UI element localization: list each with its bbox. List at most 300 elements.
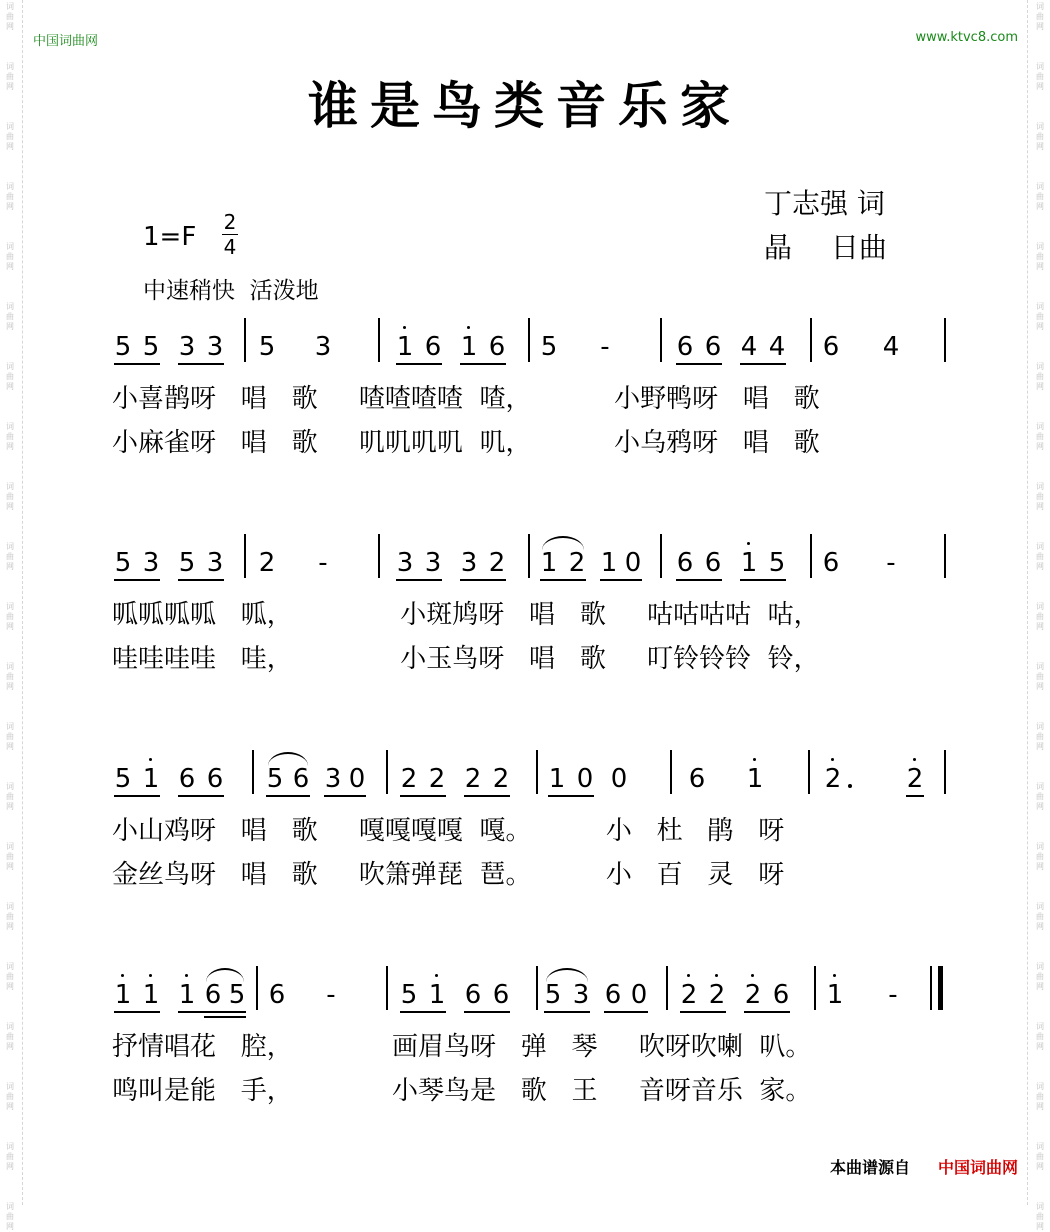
jianpu-note: 2 bbox=[428, 764, 446, 794]
beam-underline bbox=[396, 579, 442, 581]
jianpu-note: 0 bbox=[624, 548, 642, 578]
beam-underline bbox=[396, 363, 442, 365]
slur-arc bbox=[206, 968, 244, 982]
watermark-glyph: 网 bbox=[1036, 1222, 1044, 1231]
lyrics-verse-2: 鸣叫是能 手， 小琴鸟是 歌 王 音呀音乐 家。 bbox=[112, 1076, 812, 1106]
watermark-glyph: 词 bbox=[6, 302, 14, 311]
jianpu-note: 5 bbox=[768, 548, 786, 578]
watermark-glyph: 词 bbox=[1036, 362, 1044, 371]
bar-line bbox=[810, 534, 812, 578]
watermark-glyph: 曲 bbox=[1036, 732, 1044, 741]
watermark-glyph: 词 bbox=[1036, 1022, 1044, 1031]
watermark-glyph: 曲 bbox=[6, 372, 14, 381]
beam-underline bbox=[676, 363, 722, 365]
jianpu-note: 2 bbox=[464, 764, 482, 794]
watermark-glyph: 网 bbox=[6, 802, 14, 811]
time-signature bbox=[222, 212, 238, 257]
site-name-left[interactable]: 中国词曲网 bbox=[33, 34, 99, 49]
watermark-glyph: 网 bbox=[6, 1042, 14, 1051]
watermark-glyph: 词 bbox=[6, 2, 14, 11]
watermark-glyph: 曲 bbox=[6, 12, 14, 21]
watermark-glyph: 网 bbox=[1036, 982, 1044, 991]
watermark-glyph: 曲 bbox=[1036, 432, 1044, 441]
tempo-marking: 中速稍快 活泼地 bbox=[143, 278, 319, 304]
beam-underline bbox=[204, 1011, 246, 1013]
watermark-glyph: 曲 bbox=[1036, 552, 1044, 561]
watermark-glyph: 词 bbox=[6, 962, 14, 971]
watermark-glyph: 词 bbox=[6, 242, 14, 251]
jianpu-note: 3 bbox=[396, 548, 414, 578]
song-title: 谁是鸟类音乐家 bbox=[308, 76, 742, 135]
octave-dot bbox=[833, 974, 836, 977]
jianpu-note: 6 bbox=[688, 764, 706, 794]
watermark-glyph: 曲 bbox=[6, 492, 14, 501]
watermark-glyph: 词 bbox=[1036, 902, 1044, 911]
watermark-glyph: 曲 bbox=[1036, 1032, 1044, 1041]
watermark-glyph: 网 bbox=[6, 442, 14, 451]
bar-line bbox=[808, 750, 810, 794]
watermark-glyph: 词 bbox=[6, 602, 14, 611]
jianpu-note: 6 bbox=[676, 548, 694, 578]
watermark-glyph: 曲 bbox=[6, 672, 14, 681]
watermark-glyph: 词 bbox=[1036, 842, 1044, 851]
watermark-glyph: 网 bbox=[1036, 502, 1044, 511]
watermark-glyph: 网 bbox=[6, 502, 14, 511]
watermark-glyph: 曲 bbox=[1036, 72, 1044, 81]
key-signature: 1=F bbox=[143, 222, 197, 252]
watermark-glyph: 网 bbox=[6, 862, 14, 871]
watermark-glyph: 词 bbox=[6, 1202, 14, 1211]
jianpu-note: 2 bbox=[492, 764, 510, 794]
jianpu-note: 3 bbox=[178, 332, 196, 362]
watermark-glyph: 曲 bbox=[1036, 1152, 1044, 1161]
beam-underline bbox=[178, 579, 224, 581]
bar-line bbox=[536, 750, 538, 794]
watermark-glyph: 词 bbox=[1036, 722, 1044, 731]
watermark-glyph: 网 bbox=[1036, 202, 1044, 211]
jianpu-note: 5 bbox=[540, 332, 558, 362]
jianpu-note: 4 bbox=[740, 332, 758, 362]
beam-underline bbox=[464, 795, 510, 797]
jianpu-note: 0 bbox=[630, 980, 648, 1010]
bar-line bbox=[536, 966, 538, 1010]
watermark-glyph: 曲 bbox=[6, 852, 14, 861]
octave-dot bbox=[753, 758, 756, 761]
jianpu-note: 1 bbox=[740, 548, 758, 578]
jianpu-note: 0 bbox=[610, 764, 628, 794]
watermark-glyph: 曲 bbox=[6, 1092, 14, 1101]
watermark-glyph: 曲 bbox=[6, 1032, 14, 1041]
watermark-glyph: 网 bbox=[1036, 742, 1044, 751]
watermark-glyph: 词 bbox=[1036, 542, 1044, 551]
bar-line bbox=[810, 318, 812, 362]
jianpu-note: 6 bbox=[488, 332, 506, 362]
watermark-glyph: 曲 bbox=[1036, 192, 1044, 201]
jianpu-note: 5 bbox=[258, 332, 276, 362]
beam-underline bbox=[114, 795, 160, 797]
watermark-glyph: 曲 bbox=[6, 972, 14, 981]
slur-arc bbox=[546, 968, 588, 982]
watermark-glyph: 词 bbox=[1036, 782, 1044, 791]
beam-underline bbox=[906, 795, 924, 797]
jianpu-note: 3 bbox=[314, 332, 332, 362]
beam-underline bbox=[544, 1011, 590, 1013]
jianpu-note: 6 bbox=[492, 980, 510, 1010]
beam-underline bbox=[400, 795, 446, 797]
watermark-glyph: 曲 bbox=[1036, 612, 1044, 621]
jianpu-note: 1 bbox=[826, 980, 844, 1010]
lyrics-verse-1: 抒情唱花 腔， 画眉鸟呀 弹 琴 吹呀吹喇 叭。 bbox=[112, 1032, 812, 1062]
bar-line bbox=[660, 534, 662, 578]
jianpu-note: 3 bbox=[206, 332, 224, 362]
bar-line bbox=[378, 318, 380, 362]
octave-dot bbox=[747, 542, 750, 545]
bar-line bbox=[528, 534, 530, 578]
jianpu-note: 1 bbox=[396, 332, 414, 362]
watermark-glyph: 网 bbox=[6, 1222, 14, 1231]
jianpu-note: 5 bbox=[178, 548, 196, 578]
notation-line-3 bbox=[0, 754, 1050, 816]
footer-source-site[interactable]: 中国词曲网 bbox=[937, 1158, 1018, 1177]
watermark-glyph: 网 bbox=[6, 382, 14, 391]
dash-note: - bbox=[888, 980, 898, 1010]
beam-underline bbox=[460, 363, 506, 365]
watermark-glyph: 网 bbox=[1036, 802, 1044, 811]
watermark-glyph: 词 bbox=[6, 482, 14, 491]
watermark-glyph: 词 bbox=[6, 362, 14, 371]
jianpu-note: 2 bbox=[488, 548, 506, 578]
watermark-glyph: 词 bbox=[1036, 302, 1044, 311]
watermark-glyph: 网 bbox=[6, 262, 14, 271]
watermark-glyph: 网 bbox=[6, 922, 14, 931]
jianpu-note: 1 bbox=[142, 764, 160, 794]
bar-line bbox=[814, 966, 816, 1010]
bar-line bbox=[244, 318, 246, 362]
watermark-glyph: 词 bbox=[1036, 602, 1044, 611]
watermark-glyph: 曲 bbox=[6, 732, 14, 741]
jianpu-note: 6 bbox=[204, 980, 222, 1010]
watermark-glyph: 曲 bbox=[1036, 912, 1044, 921]
beam-underline bbox=[548, 795, 594, 797]
octave-dot bbox=[751, 974, 754, 977]
time-signature-bottom: 4 bbox=[223, 235, 237, 259]
watermark-glyph: 曲 bbox=[6, 252, 14, 261]
watermark-glyph: 网 bbox=[1036, 622, 1044, 631]
watermark-glyph: 网 bbox=[1036, 142, 1044, 151]
watermark-glyph: 网 bbox=[1036, 322, 1044, 331]
watermark-glyph: 词 bbox=[6, 122, 14, 131]
jianpu-note: 2 bbox=[400, 764, 418, 794]
beam-underline bbox=[178, 795, 224, 797]
time-signature-top: 2 bbox=[223, 210, 237, 234]
watermark-glyph: 曲 bbox=[1036, 492, 1044, 501]
watermark-glyph: 网 bbox=[1036, 862, 1044, 871]
watermark-glyph: 网 bbox=[6, 622, 14, 631]
lyrics-verse-2: 哇哇哇哇 哇， 小玉鸟呀 唱 歌 叮铃铃铃 铃， bbox=[112, 644, 820, 674]
beam-underline bbox=[680, 1011, 726, 1013]
watermark-glyph: 曲 bbox=[1036, 132, 1044, 141]
jianpu-note: 1 bbox=[600, 548, 618, 578]
watermark-glyph: 词 bbox=[6, 542, 14, 551]
octave-dot bbox=[831, 758, 834, 761]
jianpu-note: 6 bbox=[424, 332, 442, 362]
jianpu-note: 5 bbox=[544, 980, 562, 1010]
bar-line bbox=[244, 534, 246, 578]
bar-line bbox=[670, 750, 672, 794]
watermark-glyph: 网 bbox=[1036, 22, 1044, 31]
watermark-glyph: 网 bbox=[1036, 1042, 1044, 1051]
jianpu-note: 6 bbox=[206, 764, 224, 794]
octave-dot bbox=[185, 974, 188, 977]
watermark-glyph: 网 bbox=[6, 1102, 14, 1111]
watermark-glyph: 曲 bbox=[6, 1212, 14, 1221]
augmentation-dot bbox=[848, 784, 852, 788]
watermark-glyph: 网 bbox=[6, 562, 14, 571]
jianpu-note: 3 bbox=[324, 764, 342, 794]
jianpu-note: 2 bbox=[708, 980, 726, 1010]
octave-dot bbox=[121, 974, 124, 977]
beam-underline bbox=[464, 1011, 510, 1013]
jianpu-note: 2 bbox=[744, 980, 762, 1010]
watermark-glyph: 词 bbox=[1036, 1082, 1044, 1091]
jianpu-note: 6 bbox=[178, 764, 196, 794]
watermark-glyph: 词 bbox=[1036, 962, 1044, 971]
jianpu-note: 1 bbox=[540, 548, 558, 578]
jianpu-note: 6 bbox=[268, 980, 286, 1010]
watermark-glyph: 网 bbox=[6, 322, 14, 331]
watermark-glyph: 词 bbox=[6, 182, 14, 191]
notation-line-4 bbox=[0, 970, 1050, 1032]
bar-line bbox=[252, 750, 254, 794]
watermark-glyph: 曲 bbox=[1036, 1212, 1044, 1221]
watermark-glyph: 词 bbox=[1036, 182, 1044, 191]
dash-note: - bbox=[326, 980, 336, 1010]
jianpu-note: 3 bbox=[424, 548, 442, 578]
notation-line-2 bbox=[0, 538, 1050, 600]
jianpu-note: 2 bbox=[258, 548, 276, 578]
slur-arc bbox=[268, 752, 308, 766]
bar-line bbox=[378, 534, 380, 578]
watermark-glyph: 曲 bbox=[1036, 12, 1044, 21]
watermark-glyph: 曲 bbox=[6, 312, 14, 321]
lyrics-verse-2: 小麻雀呀 唱 歌 叽叽叽叽 叽， 小乌鸦呀 唱 歌 bbox=[112, 428, 820, 458]
jianpu-note: 6 bbox=[676, 332, 694, 362]
final-bar-thin bbox=[930, 966, 932, 1010]
jianpu-note: 6 bbox=[604, 980, 622, 1010]
watermark-glyph: 网 bbox=[1036, 82, 1044, 91]
footer-source-label: 本曲谱源自 bbox=[829, 1158, 910, 1177]
composer-credit-text: 晶 日曲 bbox=[764, 231, 887, 264]
jianpu-note: 1 bbox=[142, 980, 160, 1010]
beam-underline bbox=[740, 363, 786, 365]
jianpu-note: 0 bbox=[576, 764, 594, 794]
bar-line bbox=[944, 534, 946, 578]
watermark-glyph: 曲 bbox=[1036, 672, 1044, 681]
watermark-glyph: 词 bbox=[6, 902, 14, 911]
beam-underline bbox=[604, 1011, 648, 1013]
beam-underline bbox=[178, 363, 224, 365]
watermark-glyph: 网 bbox=[6, 982, 14, 991]
jianpu-note: 3 bbox=[572, 980, 590, 1010]
octave-dot bbox=[715, 974, 718, 977]
watermark-glyph: 曲 bbox=[1036, 252, 1044, 261]
lyrics-verse-1: 小喜鹊呀 唱 歌 喳喳喳喳 喳， 小野鸭呀 唱 歌 bbox=[112, 384, 820, 414]
watermark-glyph: 词 bbox=[6, 1082, 14, 1091]
jianpu-note: 3 bbox=[206, 548, 224, 578]
lyrics-verse-1: 小山鸡呀 唱 歌 嘎嘎嘎嘎 嘎。 小 杜 鹃 呀 bbox=[112, 816, 785, 846]
watermark-glyph: 曲 bbox=[1036, 312, 1044, 321]
watermark-glyph: 网 bbox=[1036, 562, 1044, 571]
jianpu-note: 5 bbox=[114, 764, 132, 794]
watermark-glyph: 词 bbox=[6, 722, 14, 731]
beam-underline bbox=[114, 579, 160, 581]
jianpu-note: 6 bbox=[464, 980, 482, 1010]
beam-underline bbox=[740, 579, 786, 581]
bar-line bbox=[386, 966, 388, 1010]
beam-underline bbox=[600, 579, 642, 581]
dash-note: - bbox=[318, 548, 328, 578]
watermark-glyph: 网 bbox=[6, 742, 14, 751]
watermark-glyph: 曲 bbox=[6, 132, 14, 141]
composer-credit bbox=[764, 226, 887, 266]
jianpu-note: 6 bbox=[704, 332, 722, 362]
watermark-glyph: 曲 bbox=[6, 72, 14, 81]
watermark-glyph: 词 bbox=[1036, 422, 1044, 431]
watermark-glyph: 曲 bbox=[1036, 852, 1044, 861]
jianpu-note: 2 bbox=[680, 980, 698, 1010]
watermark-glyph: 词 bbox=[1036, 1142, 1044, 1151]
watermark-glyph: 曲 bbox=[6, 912, 14, 921]
watermark-glyph: 网 bbox=[6, 82, 14, 91]
watermark-glyph: 词 bbox=[1036, 62, 1044, 71]
jianpu-note: 6 bbox=[772, 980, 790, 1010]
site-url-right[interactable]: www.ktvc8.com bbox=[915, 30, 1018, 45]
octave-dot bbox=[403, 326, 406, 329]
octave-dot bbox=[913, 758, 916, 761]
beam-underline bbox=[266, 795, 310, 797]
watermark-glyph: 词 bbox=[6, 782, 14, 791]
jianpu-note: 1 bbox=[114, 980, 132, 1010]
beam-underline bbox=[540, 579, 586, 581]
lyrics-verse-2: 金丝鸟呀 唱 歌 吹箫弹琵 琶。 小 百 灵 呀 bbox=[112, 860, 785, 890]
watermark-glyph: 词 bbox=[1036, 1202, 1044, 1211]
notation-line-1 bbox=[0, 322, 1050, 384]
watermark-glyph: 词 bbox=[1036, 482, 1044, 491]
watermark-glyph: 曲 bbox=[6, 192, 14, 201]
watermark-glyph: 曲 bbox=[1036, 792, 1044, 801]
jianpu-note: 0 bbox=[348, 764, 366, 794]
watermark-glyph: 词 bbox=[6, 1142, 14, 1151]
beam-underline bbox=[400, 1011, 446, 1013]
bar-line bbox=[944, 318, 946, 362]
watermark-glyph: 网 bbox=[1036, 442, 1044, 451]
watermark-glyph: 词 bbox=[6, 662, 14, 671]
octave-dot bbox=[467, 326, 470, 329]
watermark-glyph: 网 bbox=[6, 22, 14, 31]
jianpu-note: 5 bbox=[114, 332, 132, 362]
watermark-glyph: 曲 bbox=[6, 552, 14, 561]
jianpu-note: 3 bbox=[142, 548, 160, 578]
beam-underline bbox=[744, 1011, 790, 1013]
jianpu-note: 5 bbox=[142, 332, 160, 362]
jianpu-note: 2 bbox=[824, 764, 842, 794]
watermark-glyph: 网 bbox=[6, 682, 14, 691]
final-bar-thick bbox=[938, 966, 943, 1010]
watermark-glyph: 网 bbox=[1036, 922, 1044, 931]
watermark-glyph: 网 bbox=[1036, 382, 1044, 391]
beam-underline bbox=[114, 1011, 160, 1013]
bar-line bbox=[944, 750, 946, 794]
watermark-glyph: 网 bbox=[1036, 262, 1044, 271]
bar-line bbox=[660, 318, 662, 362]
watermark-glyph: 词 bbox=[1036, 662, 1044, 671]
beam-underline bbox=[676, 579, 722, 581]
jianpu-note: 6 bbox=[822, 548, 840, 578]
watermark-glyph: 曲 bbox=[6, 792, 14, 801]
watermark-glyph: 曲 bbox=[1036, 372, 1044, 381]
jianpu-note: 5 bbox=[114, 548, 132, 578]
watermark-glyph: 网 bbox=[6, 1162, 14, 1171]
beam-underline bbox=[460, 579, 506, 581]
watermark-glyph: 网 bbox=[6, 202, 14, 211]
lyricist-credit: 丁志强 词 bbox=[764, 187, 885, 220]
bar-line bbox=[386, 750, 388, 794]
watermark-glyph: 词 bbox=[1036, 242, 1044, 251]
jianpu-note: 1 bbox=[746, 764, 764, 794]
bar-line bbox=[528, 318, 530, 362]
jianpu-note: 1 bbox=[178, 980, 196, 1010]
beam-underline bbox=[114, 363, 160, 365]
watermark-glyph: 词 bbox=[6, 62, 14, 71]
watermark-glyph: 曲 bbox=[1036, 972, 1044, 981]
jianpu-note: 6 bbox=[704, 548, 722, 578]
jianpu-note: 4 bbox=[882, 332, 900, 362]
dash-note: - bbox=[886, 548, 896, 578]
watermark-glyph: 曲 bbox=[6, 432, 14, 441]
watermark-glyph: 词 bbox=[1036, 122, 1044, 131]
slur-arc bbox=[542, 536, 584, 550]
jianpu-note: 5 bbox=[266, 764, 284, 794]
beam-underline-second bbox=[204, 1016, 246, 1018]
octave-dot bbox=[687, 974, 690, 977]
octave-dot bbox=[149, 758, 152, 761]
jianpu-note: 6 bbox=[822, 332, 840, 362]
jianpu-note: 1 bbox=[548, 764, 566, 794]
octave-dot bbox=[435, 974, 438, 977]
jianpu-note: 5 bbox=[228, 980, 246, 1010]
jianpu-note: 2 bbox=[906, 764, 924, 794]
beam-underline bbox=[324, 795, 366, 797]
octave-dot bbox=[149, 974, 152, 977]
watermark-glyph: 词 bbox=[6, 422, 14, 431]
jianpu-note: 1 bbox=[428, 980, 446, 1010]
jianpu-note: 5 bbox=[400, 980, 418, 1010]
dash-note: - bbox=[600, 332, 610, 362]
lyrics-verse-1: 呱呱呱呱 呱， 小斑鸠呀 唱 歌 咕咕咕咕 咕， bbox=[112, 600, 820, 630]
watermark-glyph: 曲 bbox=[6, 612, 14, 621]
watermark-glyph: 网 bbox=[6, 142, 14, 151]
bar-line bbox=[256, 966, 258, 1010]
watermark-glyph: 曲 bbox=[1036, 1092, 1044, 1101]
jianpu-note: 2 bbox=[568, 548, 586, 578]
watermark-glyph: 词 bbox=[6, 1022, 14, 1031]
bar-line bbox=[666, 966, 668, 1010]
jianpu-note: 1 bbox=[460, 332, 478, 362]
watermark-glyph: 网 bbox=[1036, 1102, 1044, 1111]
watermark-glyph: 词 bbox=[6, 842, 14, 851]
watermark-glyph: 网 bbox=[1036, 1162, 1044, 1171]
watermark-glyph: 网 bbox=[1036, 682, 1044, 691]
